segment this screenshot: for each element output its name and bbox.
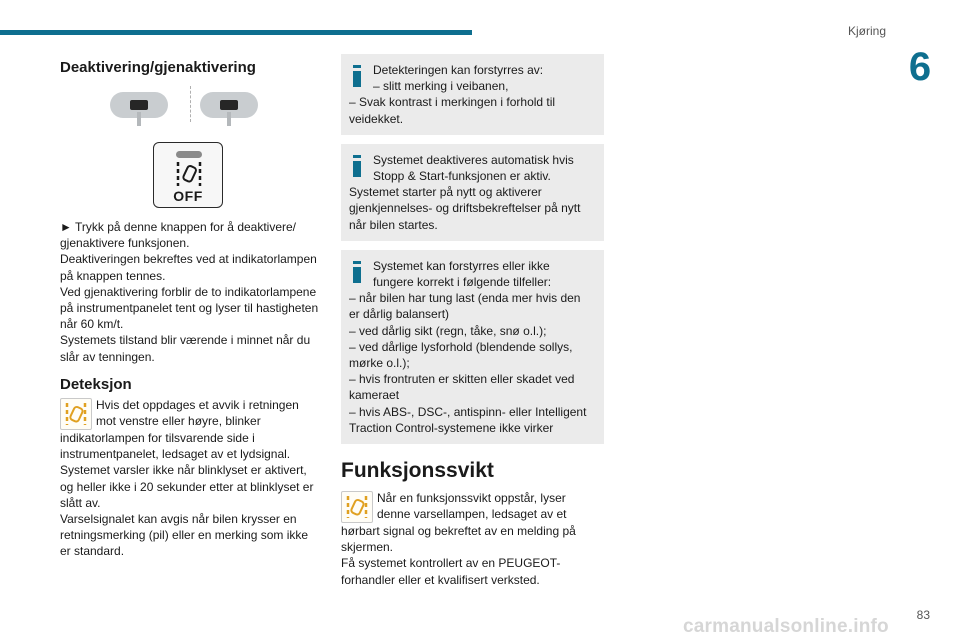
text-line: skjermen.	[341, 540, 394, 555]
steering-wheel-illustration	[110, 86, 280, 122]
text-line: Traction Control-systemene ikke virker	[349, 420, 554, 435]
text-line: – ved dårlige lysforhold (blendende sollys,	[349, 339, 573, 354]
info-box-auto-deactivation	[341, 144, 604, 241]
off-label: OFF	[173, 188, 203, 204]
info-box-malfunction-conditions	[341, 250, 604, 444]
text-line: er dårlig balansert)	[349, 307, 450, 322]
info-box-detection-interference	[341, 54, 604, 135]
steering-wheel-left-icon	[110, 92, 168, 118]
text-line: – ved dårlig sikt (regn, tåke, snø o.l.);	[349, 323, 547, 338]
page-number: 83	[916, 608, 930, 622]
indicator-slot	[176, 151, 202, 158]
text-line: når bilen startes.	[349, 217, 438, 232]
text-line: – hvis frontruten er skitten eller skadet ved	[349, 372, 575, 387]
text-line: mot venstre eller høyre, blinker	[96, 414, 261, 429]
text-line: slår av tenningen.	[60, 349, 155, 364]
steering-wheel-right-icon	[200, 92, 258, 118]
text-line: og heller ikke i 20 sekunder etter at blinklyset er	[60, 479, 314, 494]
text-line: Systemet starter på nytt og aktiverer	[349, 185, 542, 200]
text-line: – når bilen har tung last (enda mer hvis den	[349, 291, 581, 306]
text-line: Detekteringen kan forstyrres av:	[373, 63, 544, 77]
lane-warning-amber-icon	[60, 398, 92, 430]
illustration-divider	[190, 86, 191, 122]
left-column	[60, 58, 322, 78]
lane-departure-icon	[174, 160, 204, 188]
text-line: Systemet varsler ikke når blinklyset er aktivert,	[60, 463, 307, 478]
text-line: på instrumentpanelet tent og lyser til hastigheten	[60, 301, 319, 316]
info-icon	[353, 155, 361, 177]
text-line: veidekket.	[349, 111, 404, 126]
text-line: kameraet	[349, 388, 400, 403]
text-line: er standard.	[60, 544, 125, 559]
section-heading-fault: Funksjonssvikt	[341, 459, 494, 483]
text-line: Deaktiveringen bekreftes ved at indikatorlampen	[60, 252, 317, 267]
section-heading-deactivation: Deaktivering/gjenaktivering	[60, 59, 256, 76]
text-line: Varselsignalet kan avgis når bilen krysser en	[60, 512, 297, 527]
text-line: når 60 km/t.	[60, 317, 124, 332]
text-line: indikatorlampen for tilsvarende side i	[60, 431, 255, 445]
right-column	[341, 54, 604, 588]
text-line: hørbart signal og bekreftet av en melding på	[341, 524, 576, 539]
section-heading-detection: Deteksjon	[60, 376, 132, 393]
text-line: Systemet kan forstyrres eller ikke	[373, 258, 550, 273]
text-line: Når en funksjonssvikt oppstår, lyser	[377, 491, 566, 506]
text-line: instrumentpanelet, ledsaget av et lydsignal.	[60, 447, 291, 462]
text-line: Ved gjenaktivering forblir de to indikatorlampene	[60, 284, 317, 299]
text-line: forhandler eller et kvalifisert verksted.	[341, 572, 540, 587]
text-line: Systemet deaktiveres automatisk hvis	[373, 152, 574, 167]
header-accent-bar	[0, 30, 472, 35]
text-line: denne varsellampen, ledsaget av et	[377, 507, 567, 522]
deactivation-text	[60, 219, 322, 365]
text-line: Stopp & Start-funksjonen er aktiv.	[373, 169, 551, 184]
text-line: gjenkjennelses- og driftsbekreftelser på nytt	[349, 201, 581, 216]
chapter-number: 6	[908, 45, 932, 89]
lane-fault-amber-icon	[341, 491, 373, 523]
info-icon	[353, 65, 361, 87]
text-line: ► Trykk på denne knappen for å deaktivere/	[60, 220, 297, 234]
text-line: gjenaktivere funksjonen.	[60, 236, 190, 251]
chapter-name: Kjøring	[847, 24, 886, 38]
text-line: på knappen tennes.	[60, 268, 166, 283]
text-line: Hvis det oppdages et avvik i retningen	[96, 398, 299, 412]
text-line: retningsmerking (pil) eller en merking som ikke	[60, 528, 309, 543]
text-line: mørke o.l.);	[349, 356, 410, 371]
text-line: fungere korrekt i følgende tilfeller:	[373, 275, 552, 290]
text-line: – slitt merking i veibanen,	[373, 79, 509, 94]
text-line: – Svak kontrast i merkingen i forhold til	[349, 95, 556, 110]
text-line: slått av.	[60, 495, 101, 510]
info-icon	[353, 261, 361, 283]
watermark: carmanualsonline.info	[683, 616, 889, 637]
text-line: – hvis ABS-, DSC-, antispinn- eller Intelligent	[349, 404, 587, 419]
detection-section	[60, 375, 322, 560]
text-line: Få systemet kontrollert av en PEUGEOT-	[341, 556, 561, 571]
lane-assist-off-button	[153, 142, 223, 208]
text-line: Systemets tilstand blir værende i minnet når du	[60, 333, 311, 348]
